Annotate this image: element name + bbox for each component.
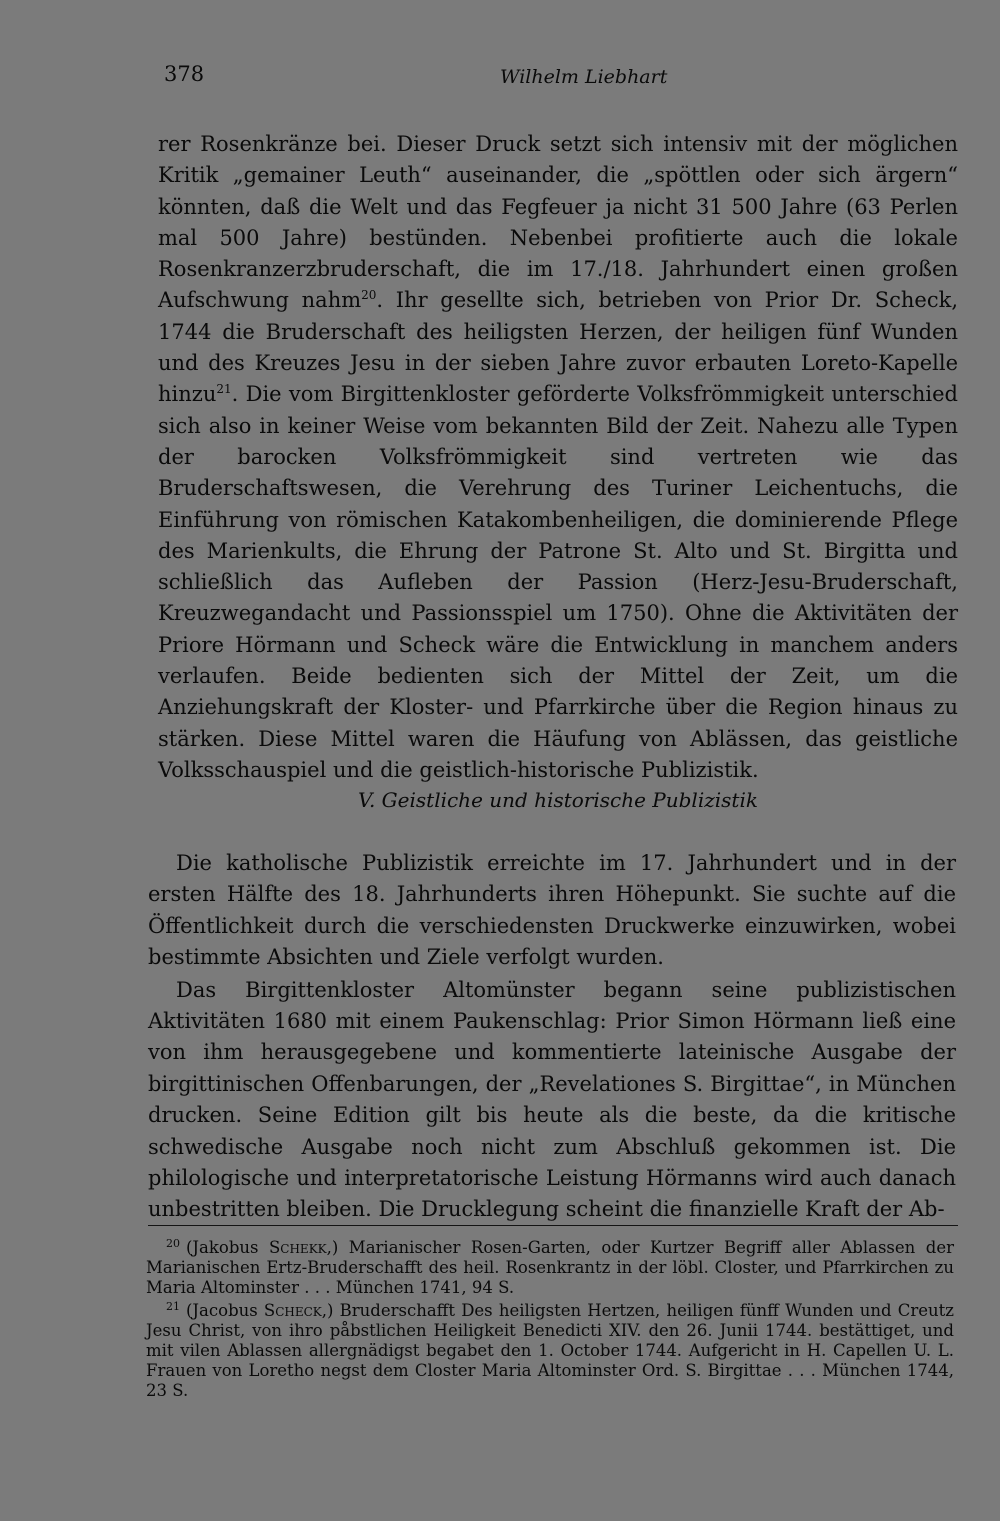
footnote-author: Schekk bbox=[268, 1238, 327, 1257]
paragraph-continued bbox=[158, 129, 958, 786]
footnote-ref[interactable]: 21 bbox=[216, 382, 232, 397]
footnote-text: (Jacobus bbox=[186, 1301, 264, 1321]
page-number: 378 bbox=[164, 62, 205, 86]
paragraph-text: rer Rosenkränze bei. Dieser Druck setzt sich intensiv mit der möglichen Kritik „gemainer Leuth“ auseinander, die „spöttlen oder sich ärgern“ könnten, daß die Welt und das Fegfeuer ja nicht 31 500 Jahre (63 Perlen mal 500 Jahre) bestünden. Nebenbei profitierte auch die lokale Rosenkranzerzbruderschaft, die im 17./18. Jahrhundert einen großen Aufschwung nahm bbox=[158, 132, 958, 313]
footnote-text: (Jakobus bbox=[186, 1238, 269, 1257]
footnote-number: 20 bbox=[166, 1236, 180, 1250]
paragraph-text: . Die vom Birgittenkloster geförderte Volksfrömmigkeit unterschied sich also in keiner Weise vom bekannten Bild der Zeit. Nahezu alle Typen der barocken Volksfrömmigkeit sind vertreten wie das Bruderschaftswesen, die Verehrung des Turiner Leichentuchs, die Einführung von römischen Katakombenheiligen, die dominierende Pflege des Marienkults, die Ehrung der Patrone St. Alto und St. Birgitta und schließlich das Aufleben der Passion (Herz-Jesu-Bruderschaft, Kreuzwegandacht und Passionsspiel um 1750). Ohne die Aktivitäten der Priore Hörmann und Scheck wäre die Entwicklung in manchem anders verlaufen. Beide bedienten sich der Mittel der Zeit, um die Anziehungskraft der Kloster- und Pfarrkirche über die Region hinaus zu stärken. Diese Mittel waren die Häufung von Ablässen, das geistliche Volksschauspiel und die geistlich-historische Publizistik. bbox=[158, 382, 958, 782]
body-text-top bbox=[158, 129, 958, 786]
page-header bbox=[164, 62, 954, 92]
paragraph: Das Birgittenkloster Altomünster begann seine publizistischen Aktivitäten 1680 mit einem Paukenschlag: Prior Simon Hörmann ließ eine von ihm herausgegebene und kommentierte lateinische Ausgabe der birgittinischen Offenbarungen, der „Revelationes S. Birgittae“, in München drucken. Seine Edition gilt bis heute als die beste, da die kritische schwedische Ausgabe noch nicht zum Abschluß gekommen ist. Die philologische und interpretatorische Leistung Hörmanns wird auch danach unbestritten bleiben. Die Drucklegung scheint die finanzielle Kraft der Ab- bbox=[148, 977, 956, 1222]
footnote-text: ,) Bruderschafft Des heiligsten Hertzen, heiligen fünff Wunden und Creutz Jesu Christ, von ihro påbstlichen Heiligkeit Benedicti XIV. den 26. Junii 1744. bestättiget, und mit vilen Ablassen allergnädigst begabet den 1. October 1744. Aufgericht in H. Capellen U. L. Frauen von Loretho negst dem Closter Maria Altominster Ord. S. Birgittae . . . München 1744, 23 S. bbox=[146, 1301, 954, 1400]
footnote bbox=[146, 1238, 954, 1297]
footnotes bbox=[146, 1238, 954, 1404]
running-head: Wilhelm Liebhart bbox=[500, 66, 668, 88]
footnote bbox=[146, 1301, 954, 1400]
paragraph-text: . Ihr gesellte sich, betrieben von Prior Dr. Scheck, 1744 die Bruderschaft des heiligsten Herzen, der heiligen fünf Wunden und des Kreuzes Jesu in der sieben Jahre zuvor erbauten Loreto-Kapelle hinzu bbox=[158, 288, 958, 407]
footnote-ref[interactable]: 20 bbox=[361, 288, 377, 303]
body-text-section bbox=[148, 848, 956, 1226]
section-heading: V. Geistliche und historische Publizistik bbox=[358, 788, 758, 812]
footnote-number: 21 bbox=[166, 1299, 180, 1313]
footnote-separator bbox=[148, 1225, 958, 1226]
footnote-text: ,) Marianischer Rosen-Garten, oder Kurtzer Begriff aller Ablassen der Marianischen Ertz-Bruderschafft des heil. Rosenkrantz in der löbl. Closter, und Pfarrkirchen zu Maria Altominster . . . München 1741, 94 S. bbox=[146, 1238, 954, 1297]
paragraph: Die katholische Publizistik erreichte im 17. Jahrhundert und in der ersten Hälfte des 18. Jahrhunderts ihren Höhepunkt. Sie suchte auf die Öffentlichkeit durch die verschiedensten Druckwerke einzuwirken, wobei bestimmte Absichten und Ziele verfolgt wurden. bbox=[148, 851, 956, 970]
footnote-author: Scheck bbox=[263, 1301, 322, 1321]
